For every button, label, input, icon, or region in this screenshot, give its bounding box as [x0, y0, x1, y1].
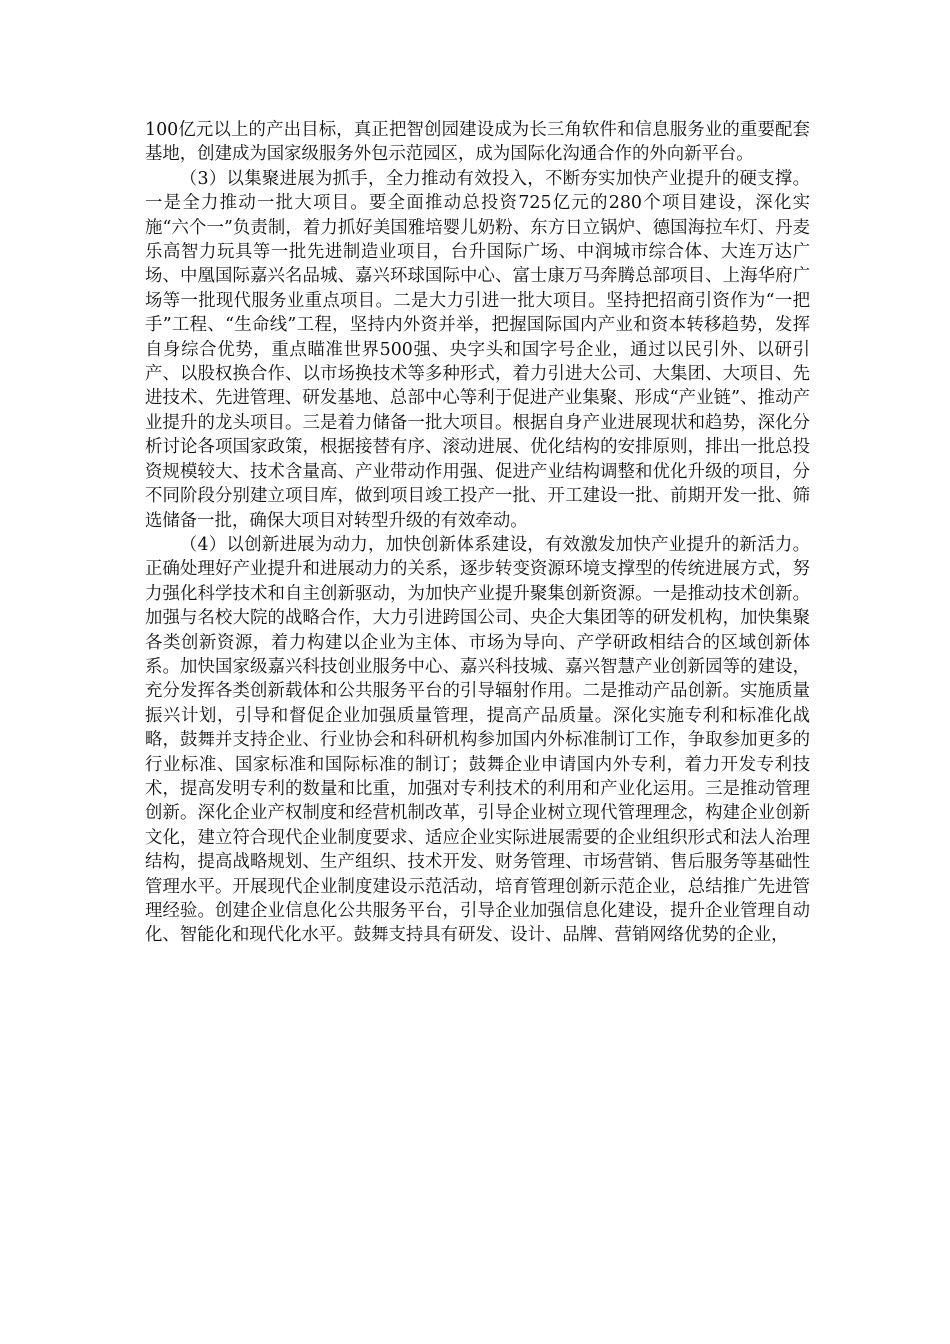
paragraph-section-3: （3）以集聚进展为抓手，全力推动有效投入，不断夯实加快产业提升的硬支撑。一是全力推动一批大项目。要全面推动总投资725亿元的280个项目建设，深化实施“六个一”负责制，着力抓好美国雅培婴儿奶粉、东方日立锅炉、德国海拉车灯、丹麦乐高智力玩具等一批先进制造业项目，台升国际广场、中润城市综合体、大连万达广场、中凰国际嘉兴名品城、嘉兴环球国际中心、富士康万马奔腾总部项目、上海华府广场等一批现代服务业重点项目。二是大力引进一批大项目。坚持把招商引资作为“一把手”工程、“生命线”工程，坚持内外资并举，把握国际国内产业和资本转移趋势，发挥自身综合优势，重点瞄准世界500强、央字头和国字号企业，通过以民引外、以研引产、以股权换合作、以市场换技术等多种形式，着力引进大公司、大集团、大项目、先进技术、先进管理、研发基地、总部中心等利于促进产业集聚、形成“产业链”、推动产业提升的龙头项目。三是着力储备一批大项目。根据自身产业进展现状和趋势，深化分析讨论各项国家政策，根据接替有序、滚动进展、优化结构的安排原则，排出一批总投资规模较大、技术含量高、产业带动作用强、促进产业结构调整和优化升级的项目，分不同阶段分别建立项目库，做到项目竣工投产一批、开工建设一批、前期开发一批、筛选储备一批，确保大项目对转型升级的有效牵动。 — [145, 168, 810, 531]
paragraph-section-4: （4）以创新进展为动力，加快创新体系建设，有效激发加快产业提升的新活力。正确处理好产业提升和进展动力的关系，逐步转变资源环境支撑型的传统进展方式，努力强化科学技术和自主创新驱动，为加快产业提升聚集创新资源。一是推动技术创新。加强与名校大院的战略合作，大力引进跨国公司、央企大集团等的研发机构，加快集聚各类创新资源，着力构建以企业为主体、市场为导向、产学研政相结合的区域创新体系。加快国家级嘉兴科技创业服务中心、嘉兴科技城、嘉兴智慧产业创新园等的建设，充分发挥各类创新载体和公共服务平台的引导辐射作用。二是推动产品创新。实施质量振兴计划，引导和督促企业加强质量管理，提高产品质量。深化实施专利和标准化战略，鼓舞并支持企业、行业协会和科研机构参加国内外标准制订工作，争取参加更多的行业标准、国家标准和国际标准的制订；鼓舞企业申请国内外专利，着力开发专利技术，提高发明专利的数量和比重，加强对专利技术的利用和产业化运用。三是推动管理创新。深化企业产权制度和经营机制改革，引导企业树立现代管理理念，构建企业创新文化，建立符合现代企业制度要求、适应企业实际进展需要的企业组织形式和法人治理结构，提高战略规划、生产组织、技术开发、财务管理、市场营销、售后服务等基础性管理水平。开展现代企业制度建设示范活动，培育管理创新示范企业，总结推广先进管理经验。创建企业信息化公共服务平台，引导企业加强信息化建设，提升企业管理自动化、智能化和现代化水平。鼓舞支持具有研发、设计、品牌、营销网络优势的企业， — [145, 534, 810, 946]
paragraph-continuation: 100亿元以上的产出目标，真正把智创园建设成为长三角软件和信息服务业的重要配套基地，创建成为国家级服务外包示范园区，成为国际化沟通合作的外向新平台。 — [145, 120, 810, 165]
document-body — [145, 118, 810, 948]
